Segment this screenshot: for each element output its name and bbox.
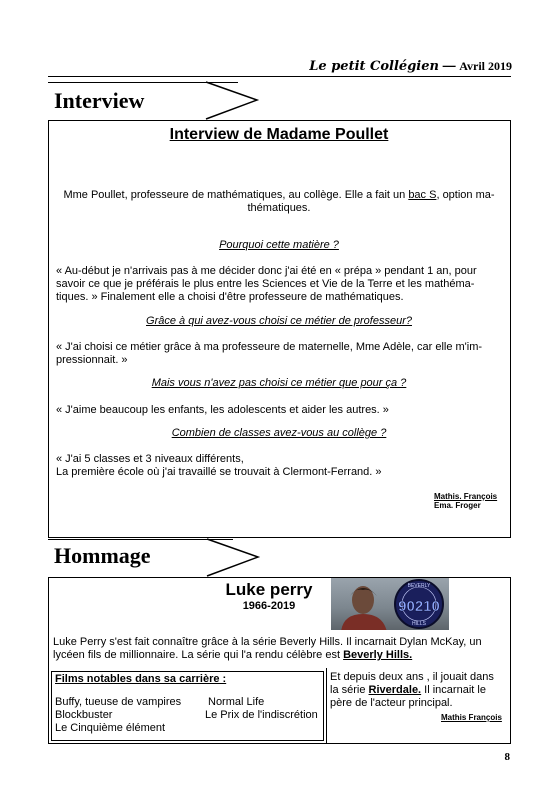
answer-4: « J'ai 5 classes et 3 niveaux différents, La première école où j'ai travaillé se trouvait à Clermont-Ferrand. » bbox=[56, 453, 382, 478]
intro-line1-end: , option ma- bbox=[436, 189, 495, 201]
hommage-divider bbox=[326, 668, 327, 744]
logo-ring-top: BEVERLY bbox=[407, 583, 431, 589]
beverly-hills-90210-logo bbox=[393, 578, 445, 630]
logo-ring-bottom: HILLS bbox=[412, 621, 426, 627]
question-1: Pourquoi cette matière ? bbox=[219, 239, 339, 251]
film-item: Le Cinquième élément bbox=[55, 722, 166, 734]
film-item: Blockbuster bbox=[55, 709, 113, 721]
newspaper-name: Le petit Collégien bbox=[309, 59, 439, 74]
hommage-section-label: Hommage bbox=[54, 543, 151, 568]
hommage-arrow-icon bbox=[206, 538, 262, 578]
portrait-silhouette-icon bbox=[337, 582, 397, 630]
issue-date: Avril 2019 bbox=[459, 59, 512, 73]
interview-box bbox=[48, 120, 511, 538]
question-3: Mais vous n'avez pas choisi ce métier que pour ça ? bbox=[151, 377, 407, 389]
logo-90210-text: 90210 bbox=[398, 598, 440, 615]
answer-1: « Au-début je n'arrivais pas à me décider donc j'ai été en « prépa » pendant 1 an, pour savoir ce que je préférais le plus entre les Sciences et Vie de la Terre et les mathéma- tiques. » Finalement elle a choisi d'être professeure de mathématiques. bbox=[56, 265, 477, 303]
film-item: Normal Life bbox=[208, 696, 265, 708]
interview-arrow-icon bbox=[205, 81, 261, 121]
hommage-years: 1966-2019 bbox=[242, 600, 296, 612]
film-item: Le Prix de l'indiscrétion bbox=[205, 709, 318, 721]
hommage-box bbox=[48, 577, 511, 744]
question-4: Combien de classes avez-vous au collège ? bbox=[171, 427, 387, 439]
hommage-bio: Luke Perry s'est fait connaître grâce à la série Beverly Hills. Il incarnait Dylan McKay, un lycéen fils de millionnaire. La série qui l'a rendu célèbre est Beverly Hills. bbox=[53, 636, 482, 661]
masthead bbox=[309, 58, 512, 74]
interview-title: Interview de Madame Poullet bbox=[169, 126, 389, 143]
beverly-hills-link: Beverly Hills. bbox=[343, 649, 413, 661]
masthead-dash: — bbox=[442, 58, 456, 73]
signature-author-2: Ema. Froger bbox=[434, 501, 481, 510]
masthead-rule bbox=[48, 76, 511, 77]
signature-author-1: Mathis. François bbox=[434, 492, 498, 501]
film-item: Buffy, tueuse de vampires bbox=[55, 696, 182, 708]
answer-3: « J'aime beaucoup les enfants, les adolescents et aider les autres. » bbox=[56, 404, 389, 416]
intro-line2: thématiques. bbox=[247, 202, 311, 214]
hommage-name: Luke perry bbox=[225, 580, 313, 599]
interview-section-label: Interview bbox=[54, 88, 145, 113]
films-title: Films notables dans sa carrière : bbox=[55, 673, 227, 685]
page-number: 8 bbox=[504, 751, 510, 763]
answer-2: « J'ai choisi ce métier grâce à ma professeure de maternelle, Mme Adèle, car elle m'im- pressionnait. » bbox=[56, 341, 483, 366]
riverdale-note: Et depuis deux ans , il jouait dans la série Riverdale. Il incarnait le père de l'acteur principal. bbox=[330, 671, 494, 709]
intro-text: Mme Poullet, professeure de mathématiques, au collège. Elle a fait un bbox=[63, 189, 409, 201]
interview-intro bbox=[49, 189, 509, 215]
films-box bbox=[51, 671, 324, 741]
bac-s-link: bac S bbox=[408, 189, 437, 201]
hommage-signature: Mathis François bbox=[441, 713, 502, 722]
interview-signature bbox=[434, 492, 497, 510]
question-2: Grâce à qui avez-vous choisi ce métier de professeur? bbox=[146, 315, 412, 327]
luke-perry-photo bbox=[331, 578, 449, 630]
riverdale-link: Riverdale. bbox=[368, 684, 422, 696]
